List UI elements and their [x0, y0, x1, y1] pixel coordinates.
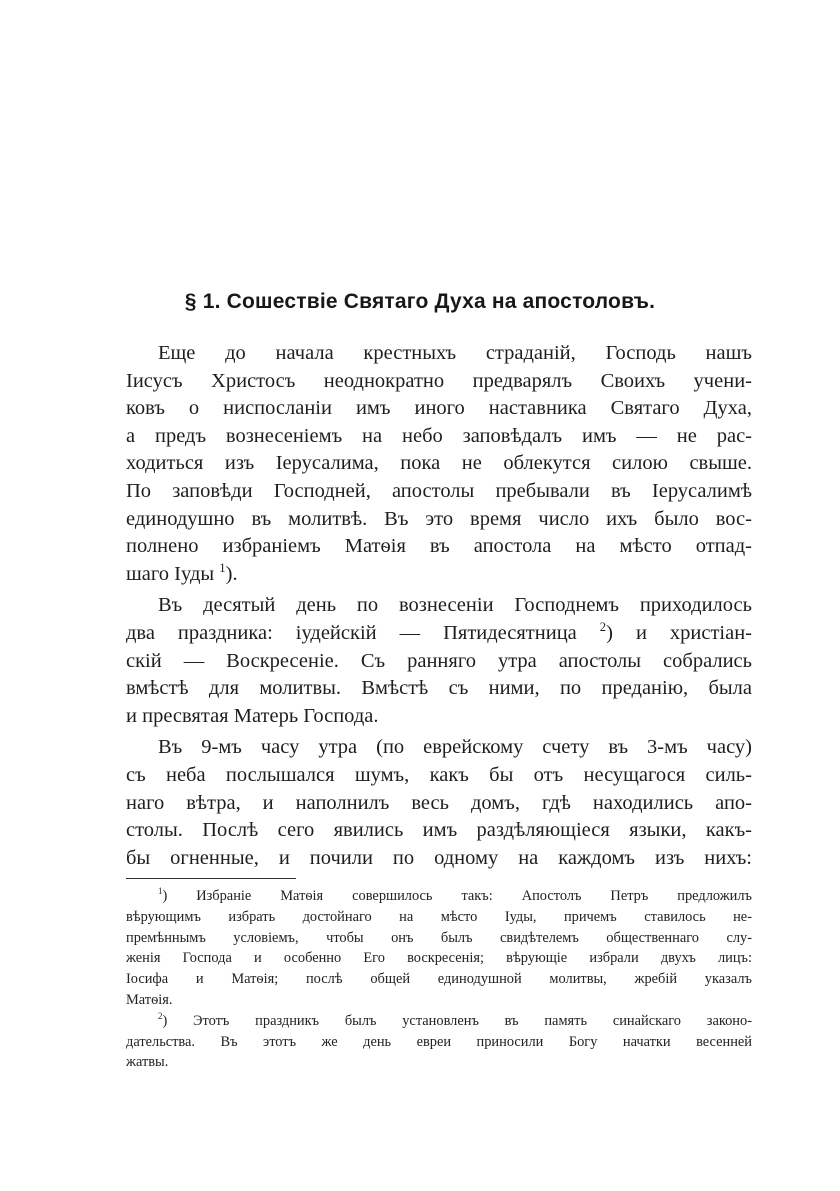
text-line: а предъ вознесеніемъ на небо заповѣдалъ имъ — не рас-	[126, 424, 752, 447]
section-heading: § 1. Сошествіе Святаго Духа на апостоловъ.	[184, 290, 656, 313]
footnote-line	[126, 1011, 752, 1032]
text-fragment: ) Этотъ праздникъ былъ установленъ въ память синайскаго законо-	[162, 1012, 752, 1029]
footnote-ref: 1	[219, 560, 226, 575]
text-line: Еще до начала крестныхъ страданій, Господь нашъ	[158, 342, 752, 364]
text-line: Въ десятый день по вознесеніи Господнемъ приходилось	[158, 594, 752, 617]
text-fragment: ) и христіан-	[606, 621, 753, 644]
text-line: Въ 9-мъ часу утра (по еврейскому счету въ 3-мъ часу)	[158, 736, 752, 759]
text-line: По заповѣди Господней, апостолы пребывали въ Іерусалимѣ	[126, 479, 752, 502]
text-line: полнено избраніемъ Матѳія въ апостола на мѣсто отпад-	[126, 535, 752, 558]
text-fragment: ) Избраніе Матѳія совершилось такъ: Апостолъ Петръ предложилъ	[162, 888, 752, 904]
text-line: наго вѣтра, и наполнилъ весь домъ, гдѣ находились апо-	[126, 791, 752, 814]
footnote-line: женія Господа и особенно Его воскресенія; вѣрующіе избрали двухъ лицъ:	[126, 950, 752, 967]
text-line: вмѣстѣ для молитвы. Вмѣстѣ съ ними, по преданію, была	[126, 677, 752, 700]
text-line: ходиться изъ Іерусалима, пока не облекутся силою свыше.	[126, 452, 752, 475]
text-fragment: ).	[225, 562, 238, 585]
text-line	[126, 561, 752, 589]
main-text	[126, 340, 752, 872]
text-line: Іисусъ Христосъ неоднократно предварялъ Своихъ учени-	[126, 369, 752, 392]
text-line: скій — Воскресеніе. Съ ранняго утра апостолы собрались	[126, 649, 752, 672]
footnote-line: жатвы.	[126, 1054, 169, 1071]
footnote-line: Іосифа и Матѳія; послѣ общей единодушной молитвы, жребій указалъ	[126, 971, 752, 988]
text-line: столы. Послѣ сего явились имъ раздѣляющіеся языки, какъ-	[126, 819, 752, 842]
footnote-ref: 2	[599, 620, 607, 635]
text-line: и пресвятая Матерь Господа.	[126, 704, 379, 727]
footnotes	[126, 886, 752, 1073]
footnote-line: Матѳія.	[126, 991, 173, 1008]
footnote-line: премѣннымъ условіемъ, чтобы онъ былъ свидѣтелемъ общественнаго слу-	[126, 929, 752, 946]
footnote-divider	[126, 878, 296, 879]
footnote-marker: 1	[158, 886, 163, 897]
text-line: ковъ о ниспосланіи имъ иного наставника Святаго Духа,	[126, 397, 752, 420]
footnote-line	[126, 886, 752, 907]
text-line: единодушно въ молитвѣ. Въ это время число ихъ было вос-	[126, 507, 752, 530]
text-fragment: два праздника: іудейскій — Пятидесятница	[126, 621, 577, 644]
footnote-line: вѣрующимъ избрать достойнаго на мѣсто Іуды, причемъ ставилось не-	[126, 908, 752, 925]
text-line: бы огненные, и почили по одному на каждомъ изъ нихъ:	[126, 846, 752, 869]
footnote-line: дательства. Въ этотъ же день евреи приносили Богу начатки весенней	[126, 1033, 752, 1050]
text-line	[126, 620, 752, 648]
footnote-marker: 2	[158, 1010, 163, 1021]
text-fragment: шаго Іуды	[126, 562, 215, 585]
text-line: съ неба послышался шумъ, какъ бы отъ несущагося силь-	[126, 763, 752, 786]
